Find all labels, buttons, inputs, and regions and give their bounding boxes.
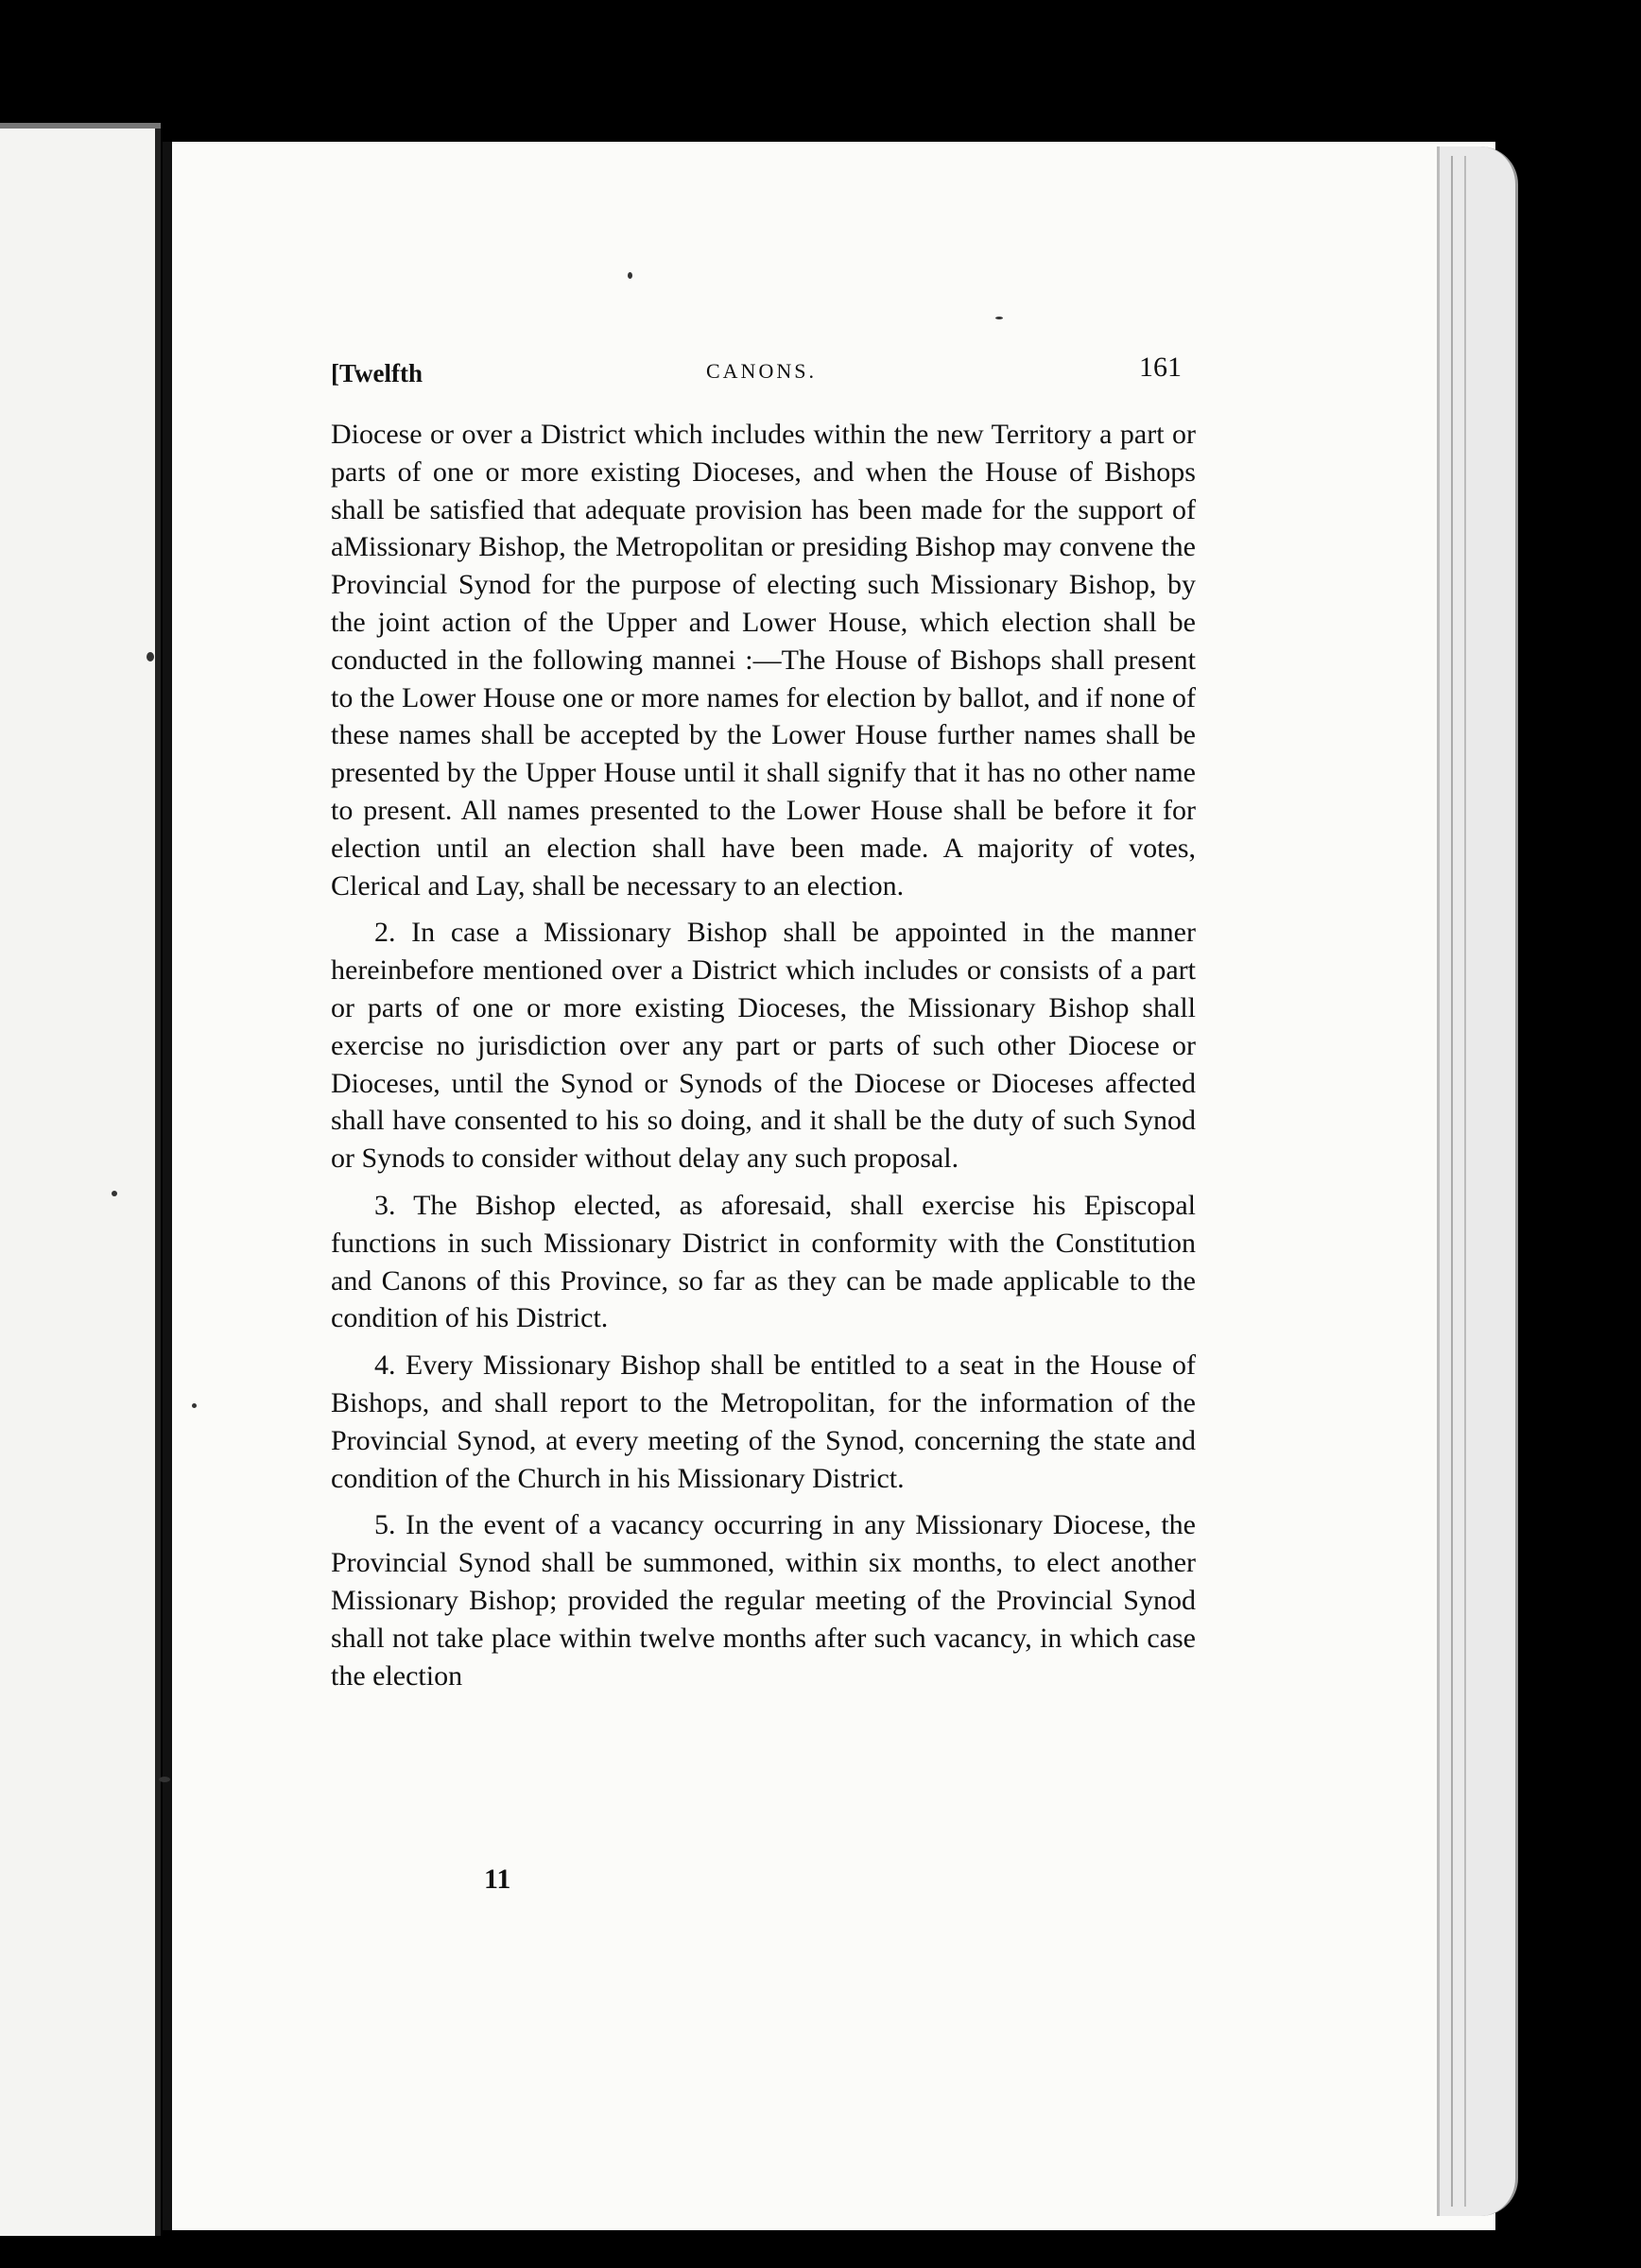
- scan-speck: [147, 652, 154, 662]
- paragraph-5: 5. In the event of a vacancy occurring in any Missionary Diocese, the Provincial Synod shall be summoned, within six months, to elect another Missionary Bishop; provided the regular meeting of the Provincial Synod shall not take place within twelve months after such vacancy, in which case the election: [331, 1509, 1196, 1692]
- paragraph-2: 2. In case a Missionary Bishop shall be appointed in the manner hereinbefore mentioned over a District which includes or consists of a part or parts of one or more existing Dioceses, the Missionary Bishop shall exercise no jurisdiction over any part or parts of such other Diocese or Dioceses, until the Synod or Synods of the Diocese or Dioceses affected shall have consented to his so doing, and it shall be the duty of such Synod or Synods to consider without delay any such proposal.: [331, 917, 1196, 1175]
- header-title: CANONS.: [706, 359, 817, 383]
- scan-speck: [995, 317, 1003, 319]
- paragraph-4: 4. Every Missionary Bishop shall be entitled to a seat in the House of Bishops, and shall report to the Metropolitan, for the information of the Provincial Synod, at every meeting of the Synod, concerning the state and condition of the Church in his Missionary District.: [331, 1349, 1196, 1494]
- left-page-edge: [0, 123, 161, 2236]
- page-number: 161: [1139, 352, 1182, 383]
- scan-speck: [112, 1191, 117, 1196]
- running-header: [331, 353, 1182, 391]
- signature-mark: 11: [484, 1864, 511, 1895]
- scan-speck: [159, 1777, 170, 1782]
- body-text: [331, 416, 1196, 1704]
- right-page-edges: [1437, 146, 1518, 2216]
- paragraph-continued: Diocese or over a District which includes within the new Territory a part or parts of one or more existing Dioceses, and when the House of Bishops shall be satisfied that adequate provision has been made for the support of aMissionary Bishop, the Metropolitan or presiding Bishop may convene the Provincial Synod for the purpose of electing such Missionary Bishop, by the joint action of the Upper and Lower House, which election shall be conducted in the following mannei :—The House of Bishops shall present to the Lower House one or more names for election by ballot, and if none of these names shall be accepted by the Lower House further names shall be presented by the Upper House until it shall signify that it has no other name to present. All names presented to the Lower House shall be before it for election until an election shall have been made. A majority of votes, Clerical and Lay, shall be necessary to an election.: [331, 419, 1196, 902]
- header-section-label: [Twelfth: [331, 359, 423, 387]
- paragraph-3: 3. The Bishop elected, as aforesaid, shall exercise his Episcopal functions in such Missionary District in conformity with the Constitution and Canons of this Province, so far as they can be made applicable to the condition of his District.: [331, 1189, 1196, 1334]
- book-gutter: [163, 142, 172, 2230]
- scan-speck: [628, 272, 632, 279]
- scan-speck: [192, 1403, 197, 1408]
